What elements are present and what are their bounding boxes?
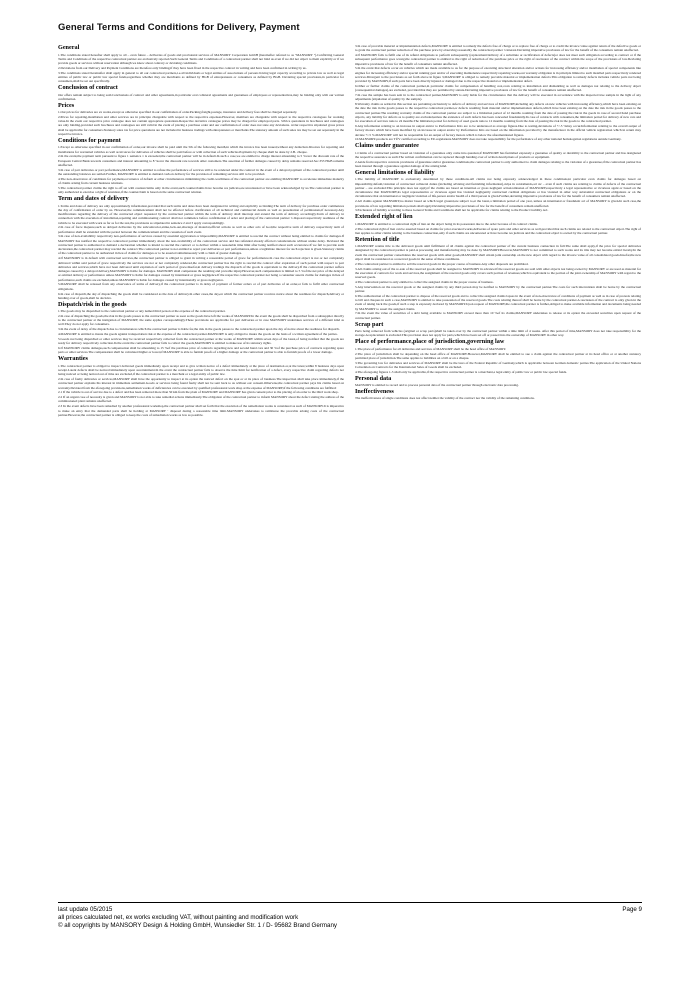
section-paragraph: The ineffectiveness of single conditions does not affect neither the validity of the contract nor the validity of the remaining conditions. [355, 396, 535, 401]
terms-section [58, 301, 344, 355]
terms-section [355, 213, 641, 235]
section-paragraph: 8.Warranty claims as settled in this section are pertaining exclusively to defects of delivery and services of MANSORY,including any defects on new vehicles with increasing efficiency,which have been existing on the date the risk in the goods passes to the respective contractual partner,or defects resulting from material and/or implementation defects,which have been existing on the date the risk in the goods passes to the contractual partner.The resulting warranty claims of the contractual partner are subject to a limitation period of 12 months counting from the date of passing the risk in the goods in case of second hand purchase objects, any liability for defects as to quality are excluded,unless the existence of such defects has been concealed fraudulently.In case of contracts with consumers,the limitation period for delivery of new cars and for execution of services runs to 24 months.The limitation period for delivery of used goods runs to 12 months counting from the date of passing the risk in the goods to the contractual partner. [355, 102, 641, 124]
section-paragraph: 1.Except as otherwise specified in our confirmation of order,our invoice shall be paid until the 5th of the following month,in which the invoice has been issued,without any deduction.Invoices for repairing and installations for warranted vehicles as well as invoices for deliveries of vehicles shall be paid before or with collection of such vehicles.Payments by cheque shall be done by 2.B- cheque. [58, 145, 344, 154]
section-paragraph: 2.In case of dispatching the goods,the risk in the goods passes to the contractual partner as soon as the goods have left the works of MANSORY.In the event the goods shall be dispatched from a subsupplier directly to the contractual partner at the instigation of MANSORY, the same applies correspondingly.These provisions are applicable for part deliveries or in case MANSORY undertakes services of a different kind as well.They do not apply for consumers. [58, 313, 344, 327]
section-heading: Term and dates of delivery [58, 195, 129, 203]
section-paragraph: 2.In the event,the payment term pursuant to figure 1 sentence 1 is exceeded,the contractual partner will be in default.In such a case,we are entitled to charge interest amounting to 5 %over the discount rate of the European Central Bank towards consumers and interest amounting to 8 %over the discount rate towards other customers.The assertion of further damages caused by delay remains reserved.Sec.353 HGB remains unaffected. [58, 154, 344, 167]
section-paragraph: 4.The aforegoing figures 1-3 shall only be applicable,if the respective contractual partner is a merchant,a legal entity of public law or public law special funds. [355, 369, 568, 374]
section-heading: Prices [58, 101, 75, 109]
last-update-text: last update 05/2015 [58, 906, 113, 913]
section-paragraph: 2.The place of jurisdiction shall be depending on the head office of MANSORY.However,MANSORY shall be entitled to sue a claim against the contractual partner at its head office or at another statutory permitted place of jurisdiction.The same applies to liabilities on a bill or on a cheque. [355, 351, 641, 360]
terms-section [355, 236, 641, 320]
section-heading: Scrap part [355, 320, 384, 328]
terms-section [355, 375, 641, 388]
footer-prices-note: all prices calculated net, ex works excluding VAT, without painting and modification work [58, 914, 299, 921]
section-paragraph: 1.Terms and dates of delivery are only approximately information,provided that such terms and dates have been designated in writing and explicitly as binding.The term of delivery for purchase order commences the day of confirmation of order by us. However,the commencement shall not be effected before clarification of all technical and commercial details as well as presentation of permissions,if necessary.Any modifications regarding the delivery of the contracted object requested by the contractual partner within the term of delivery shall interrupt and extend the term of delivery accordingly.Term of delivery in connection with the execution of installation,repairing and commissioning contract shall not commence before confirmation of order and placing of the contractual partner 's disposal respectively readiness of the vehicle to be executed with work as far as for the rest,the provisions as stipulated in sentence 2 and 3 apply correspondingly. [58, 203, 344, 225]
page-title: General Terms and Conditions for Delivery, Payment [58, 22, 300, 33]
section-paragraph: 1.Claims of a contractual partner based on violation of a guarantee only come into question,if MANSORY has furnished expressly a guarantee of quality or durability to the contractual partner and has designated the respective assurance as such.The written confirmation can be replaced through handing over of written descriptions of products or equipment. [355, 150, 641, 159]
section-paragraph: 2.The contractual partner is entitled to sell the reserved goods in the proper course of business.Any other disposals are prohibited. [355, 261, 529, 266]
section-paragraph: 1.The contractual partner is obliged to inspect delivered goods immediately upon receipt and to give written notice of a defect immediately at the place of destination or,at the latest,within 8 business days upon receipt.Latent defects shall be noticed immediately upon ascertainment.In the event the contractual partner fails to observe the time limit for notification of a defect, every respective claim regarding defects not being noticed or being noticed out of time are excluded,if the contractual partner is a merchant or a legal entity of public law. [58, 363, 344, 377]
section-paragraph: 1.The liability of MANSORY is exclusively determined by these conditions.All claims not being expressly acknowledged in these conditions,in particular even claims for damages based on impossibility,default,violation of contractual collateral duties (including advising and furnishing information),culpa in contrahendo,act sic – even if such claims are relating to claims of defects of the contractual partner – are excluded.This principle does not apply,if the claims are based on intention or gross negligent action/omission of MANSORY,respectively a legal representative or vicarious agent or based on the circumstance that MANSORY,its legal representative or vicarious agent has violated negligently contractual cardinal obligations or has violated in other way substantial contractual obligations or on the circumstance that an intentional or negligent violation of life,person and/or health of a third person is given.Further,deviating imperative provisions of law for the benefit of consumers remain unaffected. [355, 177, 641, 199]
section-heading: General [58, 44, 80, 51]
section-paragraph: Parts being removed from vehicles (original or scrap parts)shall be taken over by the contractual partner within a time limit of 4 weeks. After this period of time,MANSORY does not take responsibility for the storage.A replacement is excluded.This provision does not apply for parts,which have been set off or passed into the ownership of MANSORY in other way. [355, 329, 641, 338]
section-heading: Personal data [355, 374, 392, 382]
section-paragraph: 9.Any information relating to an increase in output and/or to Performance Kits are to be understood as average figures.Due to testing,deviations of +/-5 %may occur.Information relating to the overall output of factory motors which have been modified by an increase in output and/or by Performance Kits are based on the information provided by the manufacturer in the official vehicle registration which in return may deviate +/-5 %.MANSORY will not be responsible for an output of factory motors which is below the aforementioned figures. [355, 124, 641, 137]
section-heading: Ineffectiveness [355, 387, 394, 395]
section-paragraph: 4.The contractual partner is only entitled to collect the assigned claims in the proper course of business. [355, 279, 494, 284]
section-paragraph: 6.The authorization of the contractual partner to dispose of the reserved goods and to collect the assigned claims lapses in the event of non-observance of conditions of payment as well as in case of protests relating to bill and cheques in such a case,MANSORY is entitled to take possession of the reserved goods.The costs relating thereof shall be borne by the contractual partner.A rescission of the contract is only given in the event of taking back the goods,if such a step is expressly declared by MANSORY.Upon request of MANSORY,the contractual partner is further,obliged to make available information and documents being needed by MANSORY to assert the assigned claims. [355, 293, 641, 311]
left-column [58, 44, 344, 902]
terms-section [58, 44, 344, 83]
right-column [355, 44, 641, 902]
section-paragraph: 7.In case the sample has been sent in to the contractual partner,MANSORY is only liable for the circumstance that the delivery will be executed in accordance with the inspected true sample in the light of any adjustments (stipulation of quality by the sample). [355, 93, 641, 102]
footer-copyright: © all copyrights by MANSORY Design & Holding GmbH, Wunsiedler Str. 1 / D- 95682 Brand Germany [58, 922, 337, 929]
section-paragraph: 10.MANSORY-products are TÜV certified according to EU-regulations.MANSORY does not take responsibility for the performance of any other national homologation regulations outside Germany. [355, 137, 622, 142]
terms-section [58, 137, 344, 195]
section-paragraph: 2.2 If an urgent case of necessity is given and MANSORY is not able to take remedial actions immediately.The obligation of the contractual partner to inform MANSORY about the defect stating the address of the commissioned plant remains unaffected. [58, 395, 344, 404]
section-paragraph: 3.In the event of delay of the dispatch due to circumstances which the contractual partner is liable for,the risk in the goods passes to the contractual partner upon the day of notice about the readiness for dispatch. [58, 327, 340, 332]
section-paragraph: 7.In the event the value of securities of a debt being available to MANSORY exceed more than 10 %of its claims,MANSORY undertakes to release at its option the exceeded securities upon request of the contractual partner. [355, 311, 641, 320]
section-paragraph: 3.The conditions stated hereinafter shall apply in general to all our contractual partners,i.e.all individuals or legal entities of associations of persons having legal capacity according to private law as well as legal entities of public law or public law special funds,regardless whether they are merchants as defined by HGB of entrepreneurs or consumers as defined by BGB. Deviating special provisions,in particular for consumers,shall be set out specifically. [58, 70, 344, 84]
section-paragraph: 4.If MANSORY is in default with contractual services,the contractual partner is obliged to grant in writing a reasonable period of grace for performance.In case the contractual object is not or not completely delivered within said period of grace respectively the services are not or not completely rendered,the contractual partner has the right to rescind the contract after expiration of such period with respect to part deliveries and services,which have not been delivered until expiration of such period of grace.Insofar,in delivery tradings the dispatch of the goods is equivalent to the delivery.If the contractual partner suffers damages caused by a delayed delivery,MANSORY is liable for damages. MANSORY shall compensate the resulting and provable injury.However,such compensation is limited to 5 %of the net price of the delayed or omitted delivery or performance unless MANSORY is liable for damages caused by intentional or gross negligence.If the respective contractual partner not being a consumer asserts claims for damages in lieu of performance,such claims are excluded,unless MANSORY is liable for damages caused by intentionally or gross negligence. [58, 256, 344, 282]
section-heading: Warranties [58, 355, 88, 363]
section-paragraph: 1.The place of performance for all deliveries and services of MANSORY shall be the head office of MANSORY. [355, 346, 507, 351]
section-paragraph: 1.MANSORY is entitled to a contractual right of lien on the object being in its possession due to the order because of its contract claims. [355, 221, 538, 226]
section-paragraph: 2.The contractual right of lien can be asserted based on claims for prior executed works,deliveries of spare parts and other services as well,provided that such claims are related to the contractual object.The right of lien applies to other claims relating to the business connection,only if such claims are uncontested or have become res judicata and the contractual object is owned by the contractual partner. [355, 226, 641, 235]
section-heading: Dispatch/risk in the goods [58, 300, 127, 308]
section-paragraph: 3.In case of non-availability respectively non-performance of services caused by essential aggravation or impossibility,MANSORY is entitled to rescind the contract without being entitled to claims for damages.If MANSORY has notified the respective contractual partner immediately about the non-availability of the contractual service and has refunded already effected considerations without undue delay. Deviated the contractual partner is authorized to demand a declaration whether to intend to rescind the contract or to deliver within a reasonable time limit after being notified about such occurrence.If we fail to provide such declaration,the contractual partner may rescind the contract.The contractual partner is not entitled to reject part deliveries or part performances,unless a legitimate interest for such rejection is given.Statutory claims of the contractual partner to be authorized in lieu of claims for damages or to be asserted simultaneously with a claim of greater damages. [58, 234, 344, 256]
section-paragraph: 2.Deviations from our Delivery and Payment Conditions are therefore only binding,if they have been fixed in the respective contract in writing and have been confirmed in writing by us. [58, 65, 307, 70]
terms-section [355, 388, 641, 401]
terms-section [58, 355, 344, 417]
section-paragraph: 2.3 In the event defects have been remedied by another professional workshop,the contractual partner shall set forth that the execution of the remediation works is considered as such of MANSORY.It is imperative to make an entry that the demanded parts shall be holding at MANSORY ' disposal during a reasonable time limit.MANSORY undertakes to reimburse the provable arising costs of the contractual partner.However,the contractual partner is obliged to keep the costs of remediation works as low as possible. [58, 404, 344, 417]
section-heading: General limitations of liability [355, 168, 435, 176]
page-number: Page 9 [622, 906, 642, 913]
section-heading: Retention of title [355, 235, 400, 243]
section-paragraph: 5.The contractual partner claims the right to off set with counterclaims only in the event,such counterclaims have become res judicata,are uncontested or have been acknowledged by us.The contractual partner is only authorized to exercise a right of retention,if the counterclaim is based on the same contractual relation. [58, 185, 344, 195]
terms-section [355, 321, 641, 338]
section-paragraph: 4.MANSORY is entitled to insure the goods against transportation risk at the expense of the contractual partner.MANSORY is only obliged to insure the goods on the basis of a written agreement of the parties. [58, 332, 338, 337]
section-paragraph: 6.Other or further claims of the contractual partner,in particular claims for compensation of handling cost,costs relating to installation and dismantling as well as damages not relating to the delivery object (consequential damages),are excluded, provided that they are permitted by statute.Deviating imperative provisions of law for the benefit of consumers remain unaffected. [355, 84, 641, 93]
section-paragraph: 1.The conditions stated hereafter shall apply to all – even future – deliveries of goods and provisional services of MANSORY Corporation GmbH (hereinafter referred to as "MANSORY ").Conflicting General Terms and Conditions of the respective contractual partner are exclusively rejected.Such General Terms and Conditions of a contractual partner shall not bind us even if we did not object to them explicitly or if we provide goods or services without reservation although we know about contrary or deviating conditions. [58, 52, 344, 65]
section-paragraph: 5.In the event that defects occur on vehicles which are made available to us for the purpose of executing structural alteration and/or actions for increasing efficiency and/or installation of special components like engines for increasing efficiency and/or special running gear and/or of executing maintenance respectively repairing works,our warranty obligation is in principle limited to such installed parts respectively rendered services.Divergent to the provisions as set forth above in figure 3,MANSORY is obliged to remedy provable material or implementation defects.This obligation to remedy defects includes vehicle parts not being provided by MANSORY,if such parts have been directly injured or damaged due to the respective material or implementation defect. [355, 66, 641, 84]
terms-section [58, 84, 344, 101]
section-paragraph: 4.The non-observance of conditions for payment,occurrence of default or other circumstances minimizing the credit-worthiness of the contractual partner are entitling MANSORY to accelerate immediate maturity of claims arising from current business relations. [58, 176, 344, 186]
terms-section [58, 102, 344, 137]
section-paragraph: 1.Our prices for deliveries are ex works,except as otherwise specified in our confirmation of order.Packing,freight,postage, insurance and delivery fees shall be charged separately. [58, 110, 298, 115]
section-heading: Extended right of lien [355, 213, 413, 221]
section-heading: Claims under guarantee [355, 142, 419, 150]
section-paragraph: 3.In case of part deliveries or part performance,MANSORY is entitled to refuse the performance of services still to be rendered under the contract in the event of a delayed payment of the contractual partner until the outstanding balances are settled.Further, MANSORY is entitled to demand cash on delivery for the provision of remaining services still to be provided. [58, 167, 344, 176]
section-paragraph: 2.Aside from respective concrete provisions of guarantee and/or guarantee conditions,the contractual partner is only authorized to claim damages relating to the violation of a guarantee,if the contractual partner has been insured through a guarantee against damage of the arising kind. [355, 159, 641, 169]
section-paragraph: 6.In case of dispatch,the day of dispatching the goods shall be considered as the date of delivery.In other cases,the day,on which the contractual partner receives notice about the readiness for dispatch,delivery or handing over of goods,shall be decisive. [58, 291, 344, 300]
section-paragraph: 2.1 If the vehicle is out of service due to a defect and has been removed more than 50 km from the plant of MANSORY and MANSORY has given consent prior to the placing of an order to the third work shop. [58, 390, 339, 395]
section-paragraph: 2.Prices for repairing,installation and other services are in principle chargeable with respect to the respective expenses.However, members are chargeable with respect to the respective catalogues for working value.In the event our respective price catalogue does not contain appropriate quotations.Respective deviative catalogue prices may be charged for employed parts. 3.Price quotations in brochures and catalogues are only binding,provided such brochures and catalogues are still valid in the event of placing a purchase order and our confirmation of order does not state any deviations. 4.Our respective stipulated gross prices shall be applicable for consumers.Statutory sales tax for price quotations are not included in business tradings with entrepreneurs or merchants.The statutory amount of such sales tax may be set out separately in the respective invoice. [58, 114, 344, 136]
section-paragraph: MANSORY is entitled to record and to process personal data of the contractual partner through electronic data processing. [355, 383, 519, 388]
section-heading: Conclusion of contract [58, 84, 118, 92]
section-paragraph: 3.Exclusions of liability according to these General Terms and Conditions shall not be applicable for claims relating to the Product Liability Act. [355, 208, 549, 213]
terms-section [355, 44, 641, 142]
footer-divider [58, 902, 642, 903]
section-paragraph: 3.In case of provable material or implementation defects,MANSORY is entitled to remedy the defects free of charge or to replace free of charge or to credit the invoice value against return of the defective goods or to grant the contractual partner reduction of the purchase price by observing reasonably the contractual partner 's interest.Deviating imperative provisions of law for the benefit of the consumers remain unaffected. [355, 44, 641, 53]
section-paragraph: 1.MANSORY retains title to the delivered goods until fulfilment of all claims against the contractual partner of the current business connection in full.The same shall apply,if the price for special deliveries designated by the contractual partner is paid.A processing and manufacturing may be done by MANSORY.However,MANSORY is not committed to such works and its title may not become extinct hereby.In the event the contractual partner consolidates the reserved goods with other goods,MANSORY shall obtain joint ownership on the new object with regard to the invoice value of all consolidated goods.Insofar,the new object shall be considered as a reserved goods in the sense of these conditions. [355, 244, 641, 261]
section-paragraph: 1.The goods may be dispatched to the contractual partner or any named third person at the expense of the contractual partner. [58, 309, 226, 314]
section-paragraph: 3.The governing law for deliveries and services of MANSORY shall be the laws of the Federal Republic of Germany,which is applicable between German domestic parties.The application of the United Nations Convention on Contracts for the International Sales of Goods shall be excluded. [355, 360, 641, 369]
terms-section [355, 142, 641, 168]
section-paragraph: 2.All claims against MANSORY,no matter based on which legal ground,are subject to,at the latest,a limitation period of one year, unless an intentional or fraudulent act of MANSORY is given.In such case,the provisions of law regarding limitation periods shall apply.Deviating imperative provisions of law for the benefit of consumers remain unaffected. [355, 199, 641, 208]
section-paragraph: 3.All claims arising out of the re-sale of the reserved goods shall be assigned to MANSORY in advance.If the reserved goods are sold with other objects not being owned by MANSORY or are used as material for the execution of contracts for work and services,the assignment of the reserved goods only covers such portion of revenues,which is equivalent to the portion of the joint ownership of MANSORY with regard to the reserved goods. [355, 266, 641, 280]
terms-section [355, 169, 641, 213]
section-heading: Conditions for payment [58, 136, 121, 144]
section-paragraph: 2.In case of force majeure,such as delayed deliveries by the subcontractor,strike,lock-out,shortage of material,official actions as well as other acts of God,the respective term of delivery respectively term of performance shall be extended with the period between the commencement and the cessation of such event. [58, 225, 344, 234]
section-heading: Place of performance,place of jurisdiction,governing law [355, 338, 505, 346]
terms-section [355, 338, 641, 374]
section-paragraph: 6.If MANSORY claims damages,such compensation shall be amounting to 15 %of the purchase price of contracts regarding new and second hand cars and 30 %of the purchase price of contracts regarding spare parts or other services.The compensation shall be calculated higher or lower,if MANSORY is able to furnish proofs of a higher damage or the contractual partner is able to furnish proofs of a lower damage. [58, 346, 344, 355]
section-paragraph: Our offers remain subject to being sold.Conclusions of contract and other agreements,in particular oral collateral agreements and guarantees of employees or representatives,may be binding only with our written confirmation. [58, 92, 344, 101]
section-paragraph: 5.MANSORY shall be released from any observance of terms of delivery,if the contractual partner is in delay of payment of former orders or of part deliveries of an order,or fails to fulfil other contractual obligations. [58, 282, 344, 291]
terms-section [58, 195, 344, 300]
section-paragraph: 2.In case of faulty deliveries or services,MANSORY shall have the opportunity to inspect at its option the noticed defect on the spot or at its place of business.The inspection shall take place immediately,if the contractual partner explains his interest in immediate settlement.Goods or services being found faulty shall not be sent back to us without our consent.Otherwise,the contractual partner pays his claims based on warranty.Deviated from the aforegoing provisions,remediation works of deficiencies can be executed by qualified professional work shop at the expense of MANSORY,if the following conditions are fulfilled: [58, 377, 344, 390]
section-paragraph: 4.If MANSORY fails to fulfil one of its refund obligations to perform subsequently (replacement/delivery of a substitute or rectification of defects)or does not meet such obligation according to contract or if the subsequent performance goes wrong,the contractual partner is entitled to the right of reduction of the purchase price or the right of rescission of the contract within the scope of the provisions of law.Deviating imperative provisions of law for the benefit of consumers remain unaffected. [355, 53, 641, 66]
section-paragraph: 5.Goods not being dispatched or other services may be received respectively collected from the contractual partner at the works of MANSORY within seven days of the latest,of being notified that the goods are ready for delivery respectively collection.In the event the contractual partner fails to collect the goods,MANSORY is entitled to make use of its statutory rights. [58, 336, 344, 346]
section-paragraph: 5.Any intervention on the reserved goods or the assigned claims by any third person may be notified to MANSORY by the contractual partner.The costs for such intervention shall be borne by the contractual partner. [355, 284, 641, 294]
footer-update-row [58, 906, 642, 914]
